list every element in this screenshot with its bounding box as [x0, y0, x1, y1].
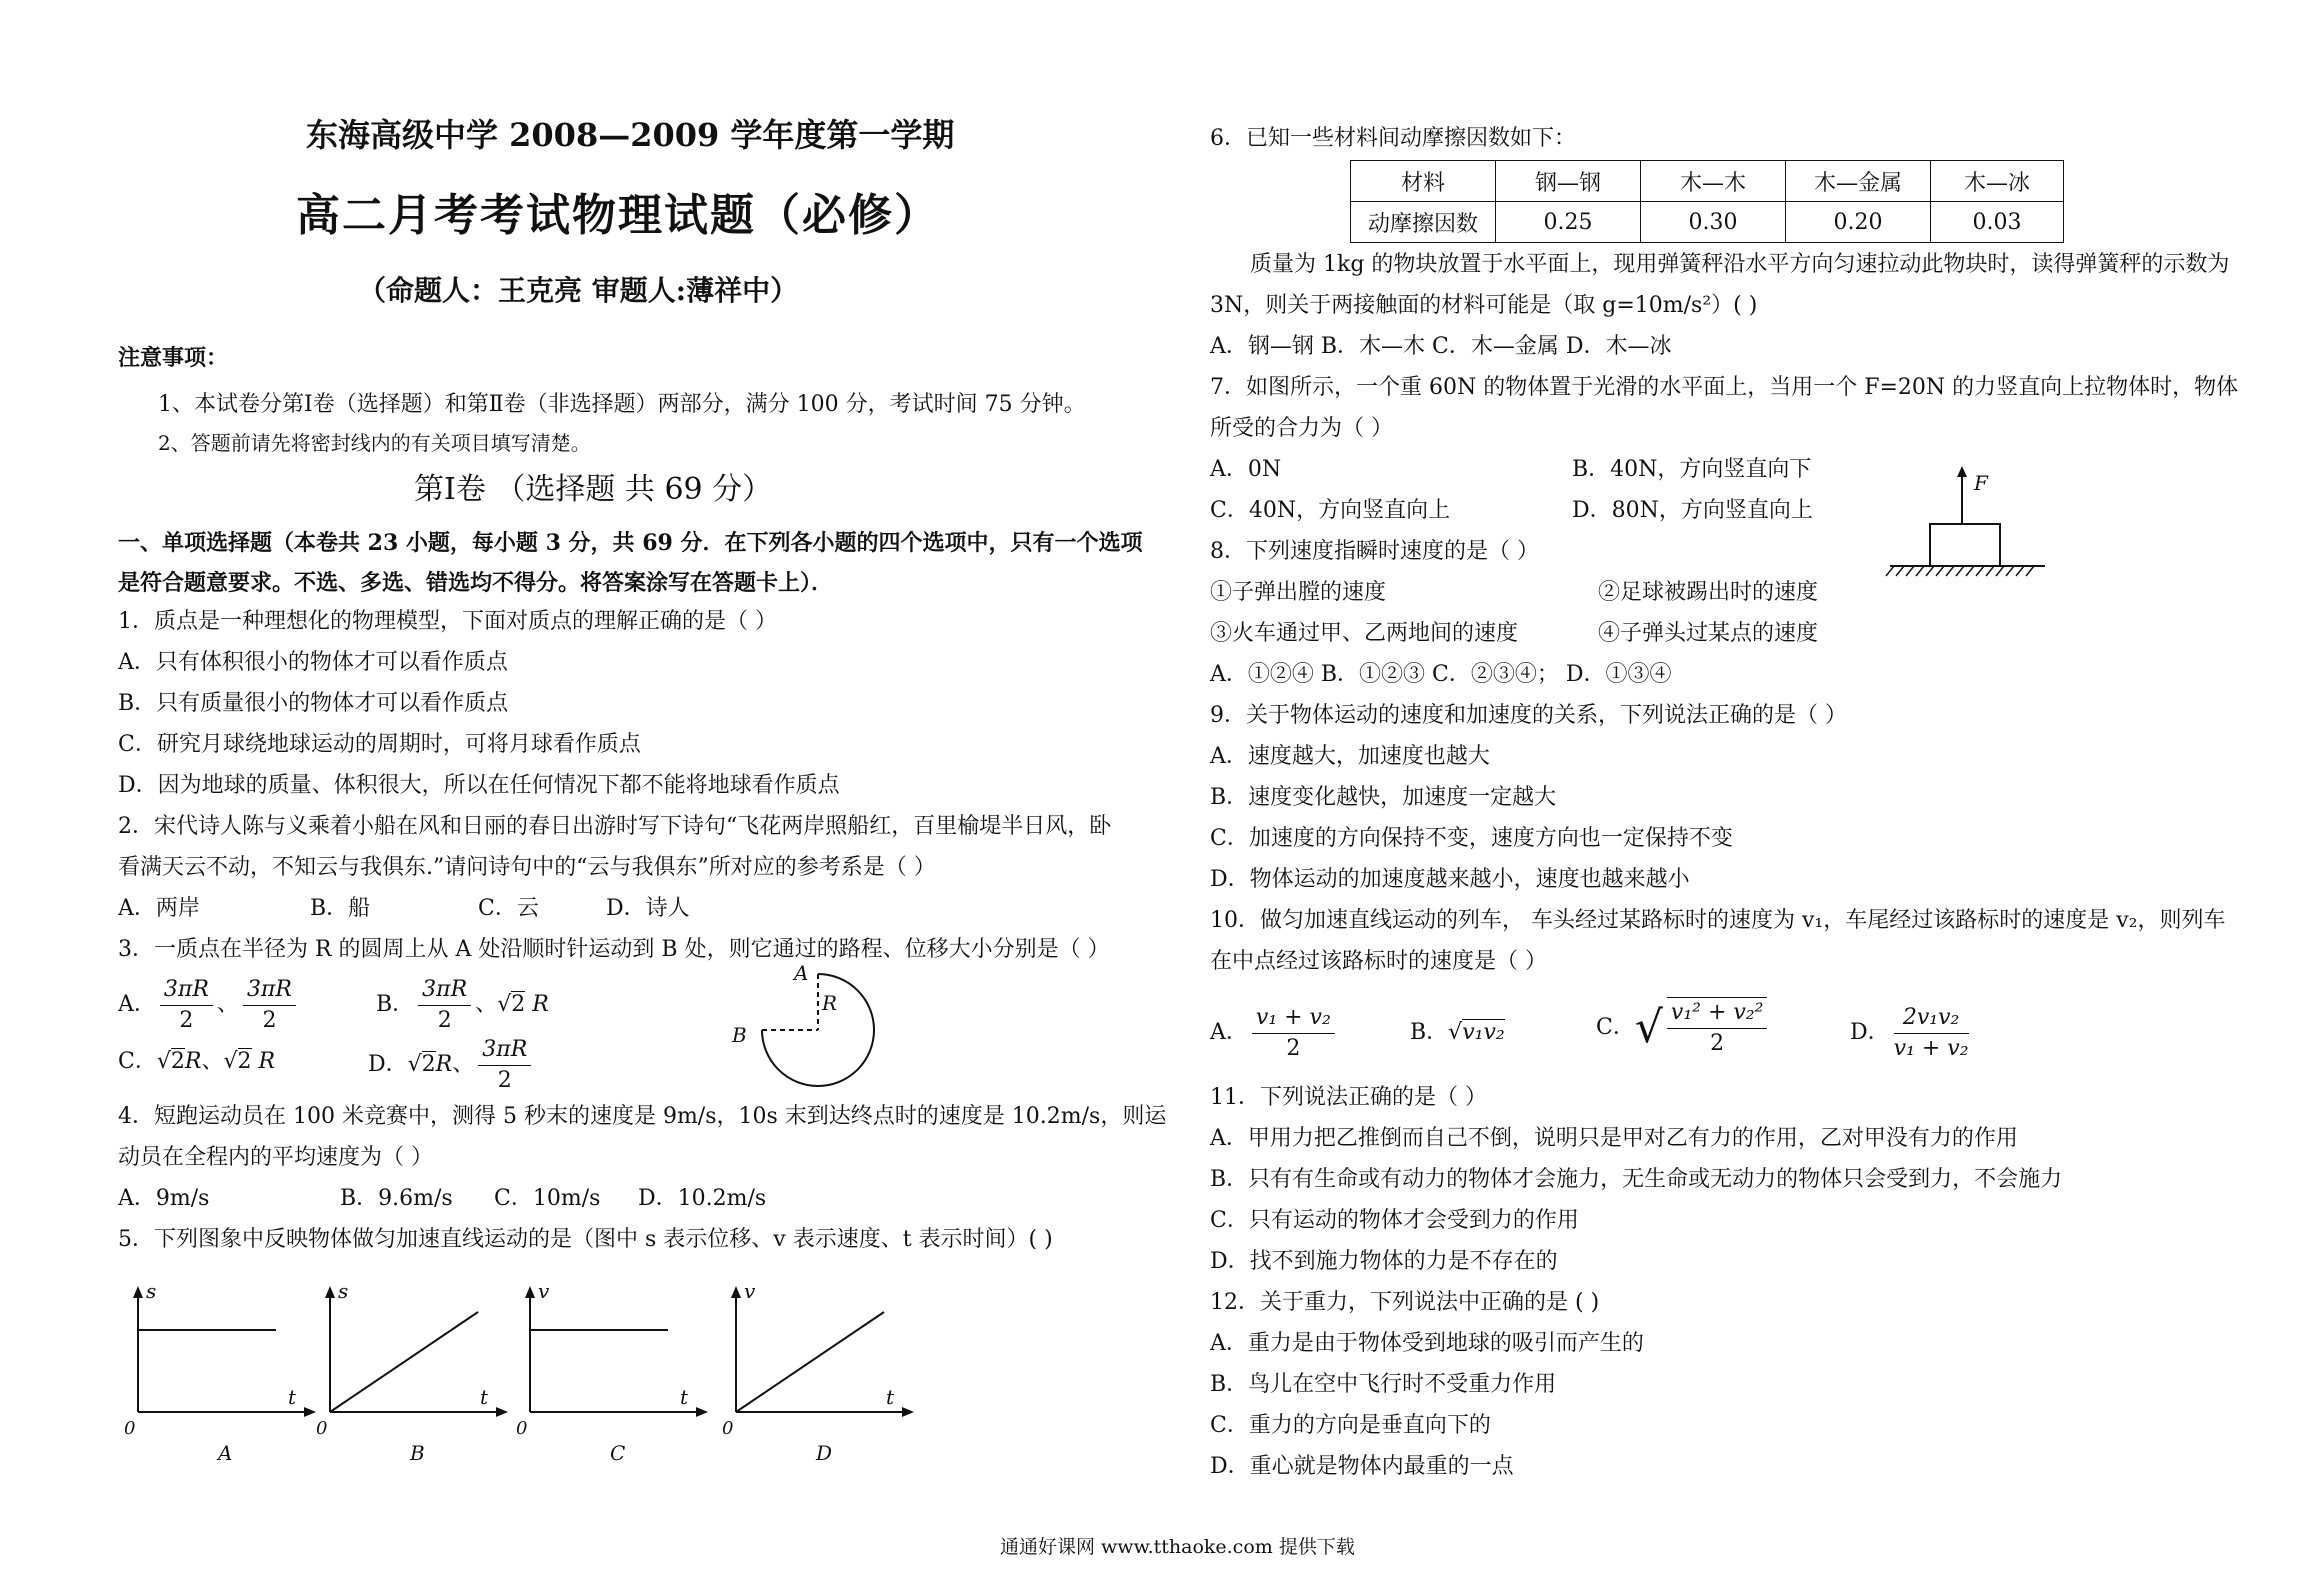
question-2-stem: 看满天云不动，不知云与我俱东.”请问诗句中的“云与我俱东”所对应的参考系是（ ） [118, 855, 936, 880]
motion-graphs [118, 1270, 1018, 1465]
question-10-stem: 在中点经过该路标时的速度是（ ） [1210, 949, 1547, 974]
hatch-mark [2006, 566, 2014, 576]
question-3-option-d[interactable] [368, 1030, 535, 1100]
table-row [1351, 202, 2064, 243]
question-10-option-d[interactable] [1850, 998, 1973, 1068]
question-2-option-a[interactable]: A．两岸 [118, 896, 200, 921]
graph-line [736, 1312, 884, 1412]
separator: 、 [201, 1049, 224, 1074]
question-5-stem: 5．下列图象中反映物体做匀加速直线运动的是（图中 s 表示位移、v 表示速度、t 表示时间）( ) [118, 1227, 1053, 1252]
arrow-head [1957, 466, 1967, 477]
question-12-option-d[interactable]: D．重心就是物体内最重的一点 [1210, 1454, 1514, 1479]
table-row-label: 动摩擦因数 [1351, 202, 1496, 243]
fraction-numerator: v₁ + v₂ [1252, 1003, 1335, 1034]
question-8-item: ②足球被踢出时的速度 [1598, 580, 1819, 605]
hatch-mark [1976, 566, 1984, 576]
question-11-option-c[interactable]: C．只有运动的物体才会受到力的作用 [1210, 1208, 1579, 1233]
question-9-stem: 9．关于物体运动的速度和加速度的关系，下列说法正确的是（ ） [1210, 703, 1847, 728]
question-3-option-a[interactable] [118, 970, 300, 1040]
question-2-stem: 2．宋代诗人陈与义乘着小船在风和日丽的春日出游时写下诗句“飞花两岸照船红，百里榆堤半日风，卧 [118, 814, 1112, 839]
sqrt-radicand: 2 [511, 992, 526, 1017]
authors: （命题人：王克亮 审题人:薄祥中） [358, 274, 799, 307]
x-axis-label: t [288, 1385, 297, 1409]
radius-symbol: R [435, 1052, 453, 1077]
fraction-denominator: 2 [262, 1007, 277, 1033]
fraction [478, 1035, 531, 1096]
fraction [1667, 997, 1768, 1059]
fraction-numerator: 2v₁v₂ [1894, 1003, 1969, 1034]
point-a-label: A [794, 961, 809, 985]
hatch-mark [1916, 566, 1924, 576]
force-label: F [1974, 471, 1988, 495]
question-4-option-b[interactable]: B．9.6m/s [340, 1186, 453, 1211]
x-axis-arrow [304, 1407, 316, 1417]
y-axis-label: v [538, 1279, 550, 1303]
y-axis-label: s [146, 1279, 157, 1303]
x-axis-arrow [902, 1407, 914, 1417]
block [1930, 524, 2000, 566]
fraction-denominator: v₁ + v₂ [1893, 1035, 1969, 1061]
y-axis-label: v [744, 1279, 756, 1303]
hatch-mark [1946, 566, 1954, 576]
hatch-mark [1926, 566, 1934, 576]
block-force-figure [1890, 466, 2050, 576]
sqrt-radicand: 2 [237, 1049, 252, 1074]
y-axis-arrow [731, 1286, 741, 1298]
fraction-numerator: v₁² + v₂² [1667, 998, 1768, 1029]
question-11-option-b[interactable]: B．只有有生命或有动力的物体才会施力，无生命或无动力的物体只会受到力，不会施力 [1210, 1167, 2063, 1192]
x-axis-label: t [886, 1385, 895, 1409]
fraction [160, 975, 213, 1036]
question-8-options[interactable]: A．①②④ B．①②③ C．②③④； D．①③④ [1210, 662, 1672, 687]
radius-symbol: R [532, 992, 549, 1017]
fraction [243, 975, 296, 1036]
question-1-option-d[interactable]: D．因为地球的质量、体积很大，所以在任何情况下都不能将地球看作质点 [118, 773, 840, 798]
question-8-item: ③火车通过甲、乙两地间的速度 [1210, 621, 1519, 646]
notes-heading: 注意事项： [118, 345, 229, 371]
question-4-stem: 动员在全程内的平均速度为（ ） [118, 1145, 433, 1170]
radius-symbol: R [258, 1049, 276, 1074]
question-11-option-d[interactable]: D．找不到施力物体的力是不存在的 [1210, 1249, 1558, 1274]
table-header: 钢—钢 [1496, 161, 1641, 202]
table-cell: 0.03 [1931, 202, 2064, 243]
fraction-denominator: 2 [1286, 1035, 1301, 1061]
section-instructions: 一、单项选择题（本卷共 23 小题，每小题 3 分，共 69 分．在下列各小题的四个选项中，只有一个选项 [118, 530, 1143, 556]
hatch-mark [1936, 566, 1944, 576]
question-4-option-c[interactable]: C．10m/s [494, 1186, 601, 1211]
question-2-option-c[interactable]: C．云 [478, 896, 539, 921]
hatch-mark [2026, 566, 2034, 576]
footer-credit: 通通好课网 www.tthaoke.com 提供下载 [1000, 1536, 1355, 1558]
y-axis-arrow [133, 1286, 143, 1298]
note-item: 2、答题前请先将密封线内的有关项目填写清楚。 [158, 431, 591, 455]
y-axis-label: s [338, 1279, 349, 1303]
question-9-option-a[interactable]: A．速度越大，加速度也越大 [1210, 744, 1490, 769]
section-title: 第Ⅰ卷 （选择题 共 69 分） [414, 472, 773, 507]
question-3-stem: 3．一质点在半径为 R 的圆周上从 A 处沿顺时针运动到 B 处，则它通过的路程、位移大小分别是（ ） [118, 937, 1110, 962]
x-axis-arrow [696, 1407, 708, 1417]
section-instructions: 是符合题意要求。不选、多选、错选均不得分。将答案涂写在答题卡上）． [118, 570, 834, 596]
table-header-row [1351, 161, 2064, 202]
friction-table [1350, 160, 2064, 243]
table-header: 木—金属 [1786, 161, 1931, 202]
page-title: 高二月考考试物理试题（必修） [296, 190, 940, 241]
hatch-mark [1896, 566, 1904, 576]
hatch-mark [1966, 566, 1974, 576]
question-6-text: 3N，则关于两接触面的材料可能是（取 g=10m/s²）( ) [1210, 293, 1758, 318]
fraction-numerator: 3πR [418, 975, 471, 1006]
hatch-mark [1906, 566, 1914, 576]
sqrt-radicand: v₁v₂ [1462, 1020, 1505, 1045]
question-2-option-d[interactable]: D．诗人 [606, 896, 690, 921]
hatch-mark [1986, 566, 1994, 576]
sqrt-symbol: √ [1448, 1020, 1463, 1045]
x-axis-label: t [680, 1385, 689, 1409]
sqrt-symbol: √ [407, 1052, 422, 1077]
question-6-options[interactable]: A．钢—钢 B．木—木 C．木—金属 D．木—冰 [1210, 334, 1672, 359]
school-heading: 东海高级中学 2008—2009 学年度第一学期 [306, 116, 955, 154]
question-9-option-d[interactable]: D．物体运动的加速度越来越小，速度也越来越小 [1210, 867, 1690, 892]
graph-label: D [816, 1441, 833, 1465]
x-axis-label: t [480, 1385, 489, 1409]
question-12-stem: 12．关于重力，下列说法中正确的是 ( ) [1210, 1290, 1600, 1315]
sqrt-symbol: √ [1634, 1002, 1663, 1053]
question-3-option-c[interactable] [118, 1042, 275, 1082]
fraction-numerator: 3πR [160, 975, 213, 1006]
question-1-stem: 1．质点是一种理想化的物理模型，下面对质点的理解正确的是（ ） [118, 609, 777, 634]
x-axis-arrow [496, 1407, 508, 1417]
question-1-option-a[interactable]: A．只有体积很小的物体才可以看作质点 [118, 650, 508, 675]
question-6-stem: 6．已知一些材料间动摩擦因数如下： [1210, 126, 1576, 151]
graph-label: C [610, 1441, 626, 1465]
option-label: D． [368, 1052, 408, 1077]
question-10-stem: 10．做匀加速直线运动的列车， 车头经过某路标时的速度为 v₁，车尾经过该路标时的速度是 v₂，则列车 [1210, 908, 2226, 933]
hatch-mark [1956, 566, 1964, 576]
option-label: C． [118, 1049, 157, 1074]
table-cell: 0.20 [1786, 202, 1931, 243]
question-4-stem: 4．短跑运动员在 100 米竞赛中，测得 5 秒末的速度是 9m/s，10s 末到达终点时的速度是 10.2m/s，则运 [118, 1104, 1167, 1129]
circle-path-figure [698, 960, 898, 1100]
hatch-mark [2016, 566, 2024, 576]
question-7-option-c[interactable]: C．40N，方向竖直向上 [1210, 498, 1451, 523]
question-12-option-c[interactable]: C．重力的方向是垂直向下的 [1210, 1413, 1491, 1438]
question-1-option-b[interactable]: B．只有质量很小的物体才可以看作质点 [118, 691, 509, 716]
sqrt-radicand: 2 [421, 1052, 436, 1077]
option-label: B． [1410, 1020, 1449, 1045]
graph-label: A [218, 1441, 233, 1465]
origin-label: 0 [516, 1418, 528, 1439]
fraction-numerator: 3πR [243, 975, 296, 1006]
question-7-stem: 7．如图所示，一个重 60N 的物体置于光滑的水平面上，当用一个 F=20N 的力竖直向上拉物体时，物体 [1210, 375, 2239, 400]
question-4-option-d[interactable]: D．10.2m/s [638, 1186, 767, 1211]
question-10-option-a[interactable] [1210, 998, 1339, 1068]
radius-symbol: R [184, 1049, 202, 1074]
origin-label: 0 [316, 1418, 328, 1439]
fraction-denominator: 2 [1710, 1031, 1725, 1056]
y-axis-arrow [525, 1286, 535, 1298]
table-cell: 0.30 [1641, 202, 1786, 243]
table-header: 材料 [1351, 161, 1496, 202]
fraction-numerator: 3πR [478, 1035, 531, 1066]
y-axis-arrow [325, 1286, 335, 1298]
hatch-mark [1996, 566, 2004, 576]
fraction-denominator: 2 [179, 1007, 194, 1033]
question-11-stem: 11．下列说法正确的是（ ） [1210, 1085, 1487, 1110]
sqrt-radicand: 2 [170, 1049, 185, 1074]
question-2-option-b[interactable]: B．船 [310, 896, 371, 921]
option-label: D． [1850, 1020, 1890, 1045]
fraction [418, 975, 471, 1036]
fraction-denominator: 2 [497, 1067, 512, 1093]
option-label: C． [1596, 1015, 1635, 1040]
sqrt-symbol: √ [156, 1049, 171, 1074]
ground-hatching [1886, 566, 2034, 576]
question-7-option-a[interactable]: A．0N [1210, 457, 1282, 482]
question-6-text: 质量为 1kg 的物块放置于水平面上，现用弹簧秤沿水平方向匀速拉动此物块时，读得弹簧秤的示数为 [1250, 252, 2230, 277]
option-label: B． [376, 992, 415, 1017]
fraction-denominator: 2 [437, 1007, 452, 1033]
note-item: 1、本试卷分第Ⅰ卷（选择题）和第Ⅱ卷（非选择题）两部分，满分 100 分，考试时间 75 分钟。 [158, 392, 1086, 417]
graph-label: B [410, 1441, 425, 1465]
question-4-option-a[interactable]: A．9m/s [118, 1186, 210, 1211]
separator: 、 [452, 1052, 475, 1077]
table-cell: 0.25 [1496, 202, 1641, 243]
question-7-option-b[interactable]: B．40N，方向竖直向下 [1572, 457, 1812, 482]
question-11-option-a[interactable]: A．甲用力把乙推倒而自己不倒，说明只是甲对乙有力的作用，乙对甲没有力的作用 [1210, 1126, 2018, 1151]
origin-label: 0 [124, 1418, 136, 1439]
option-label: A． [1210, 1020, 1248, 1045]
question-10-option-c[interactable] [1596, 988, 1771, 1078]
question-9-option-b[interactable]: B．速度变化越快，加速度一定越大 [1210, 785, 1557, 810]
question-9-option-c[interactable]: C．加速度的方向保持不变，速度方向也一定保持不变 [1210, 826, 1733, 851]
question-10-option-b[interactable] [1410, 1003, 1505, 1063]
hatch-mark [1886, 566, 1894, 576]
separator: 、 [216, 992, 239, 1017]
table-header: 木—木 [1641, 161, 1786, 202]
radius-label: R [822, 991, 838, 1015]
question-12-option-b[interactable]: B．鸟儿在空中飞行时不受重力作用 [1210, 1372, 1557, 1397]
separator: 、 [475, 992, 498, 1017]
question-12-option-a[interactable]: A．重力是由于物体受到地球的吸引而产生的 [1210, 1331, 1644, 1356]
question-8-item: ④子弹头过某点的速度 [1598, 621, 1819, 646]
question-8-stem: 8．下列速度指瞬时速度的是（ ） [1210, 539, 1539, 564]
table-header: 木—冰 [1931, 161, 2064, 202]
question-7-stem: 所受的合力为（ ） [1210, 416, 1393, 441]
fraction [1252, 1003, 1335, 1064]
origin-label: 0 [722, 1418, 734, 1439]
question-8-item: ①子弹出膛的速度 [1210, 580, 1387, 605]
question-7-option-d[interactable]: D．80N，方向竖直向上 [1572, 498, 1813, 523]
option-label: A． [118, 992, 156, 1017]
sqrt-symbol: √ [223, 1049, 238, 1074]
point-b-label: B [732, 1023, 747, 1047]
sqrt-symbol: √ [497, 992, 512, 1017]
fraction [1894, 1003, 1969, 1064]
graph-line [330, 1312, 478, 1412]
question-1-option-c[interactable]: C．研究月球绕地球运动的周期时，可将月球看作质点 [118, 732, 641, 757]
